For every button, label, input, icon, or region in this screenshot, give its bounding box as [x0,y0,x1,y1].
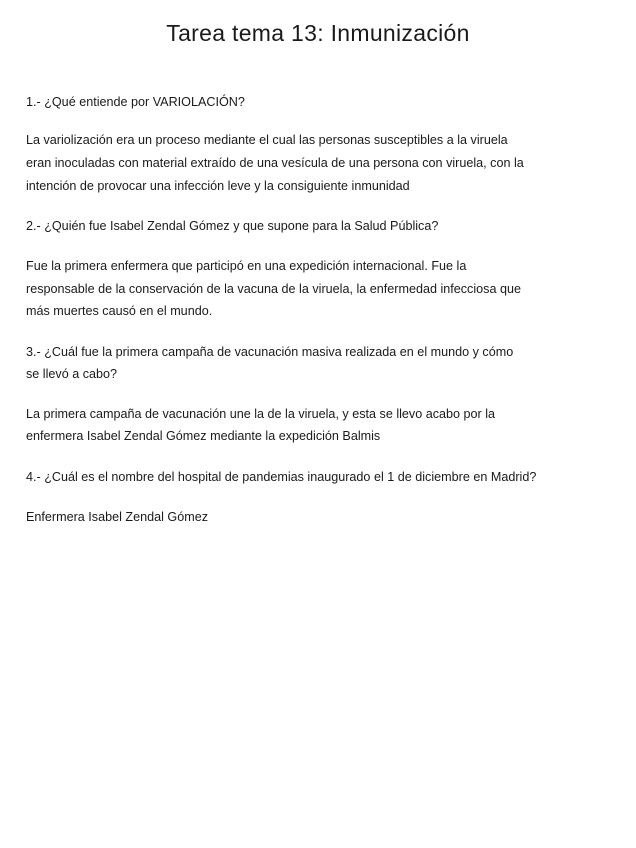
answer-2-line: más muertes causó en el mundo. [26,304,213,318]
question-3-line: se llevó a cabo? [26,367,118,381]
document-title: Tarea tema 13: Inmunización [166,20,470,46]
answer-4: Enfermera Isabel Zendal Gómez [26,510,208,524]
question-3-line: 3.- ¿Cuál fue la primera campaña de vacunación masiva realizada en el mundo y cómo [26,345,514,359]
answer-1-line: intención de provocar una infección leve y la consiguiente inmunidad [26,179,410,193]
answer-3-line: La primera campaña de vacunación une la de la viruela, y esta se llevo acabo por la [26,407,496,421]
question-1: 1.- ¿Qué entiende por VARIOLACIÓN? [26,95,245,109]
answer-1-line: La variolización era un proceso mediante el cual las personas susceptibles a la viruela [26,133,508,147]
question-4: 4.- ¿Cuál es el nombre del hospital de pandemias inaugurado el 1 de diciembre en Madrid? [26,470,537,484]
answer-1-line: eran inoculadas con material extraído de una vesícula de una persona con viruela, con la [26,156,524,170]
question-2: 2.- ¿Quién fue Isabel Zendal Gómez y que supone para la Salud Pública? [26,219,439,233]
answer-2-line: responsable de la conservación de la vacuna de la viruela, la enfermedad infecciosa que [26,282,521,296]
answer-2-line: Fue la primera enfermera que participó en una expedición internacional. Fue la [26,259,467,273]
answer-3-line: enfermera Isabel Zendal Gómez mediante la expedición Balmis [26,429,381,443]
